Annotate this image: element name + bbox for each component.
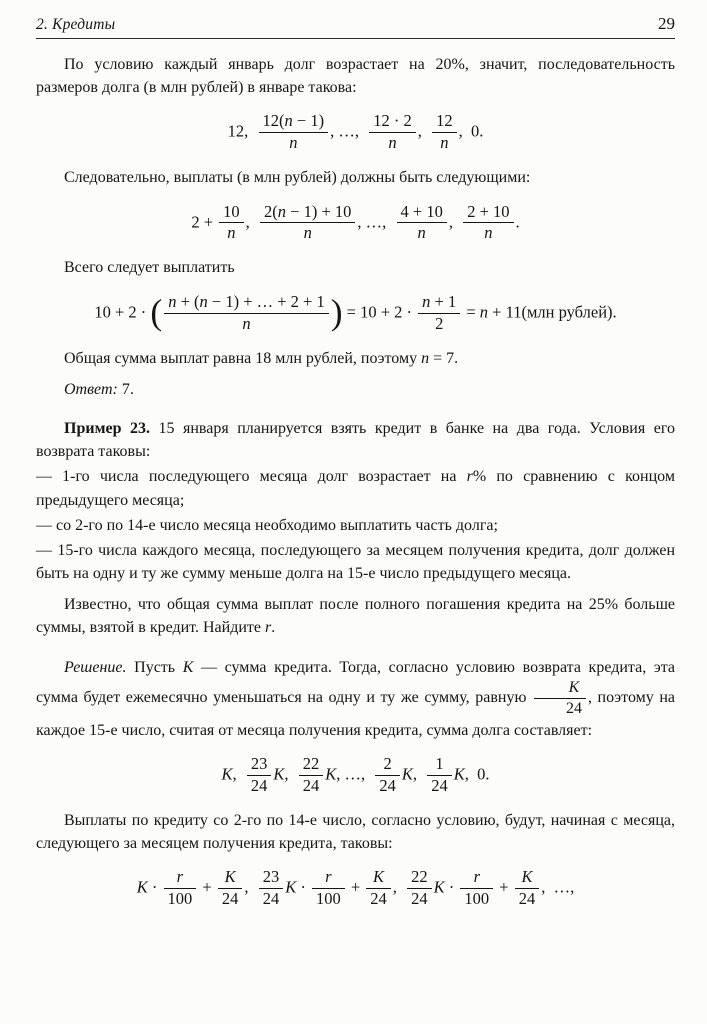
fraction xyxy=(375,755,400,796)
math-variable: K xyxy=(224,867,236,887)
math-text: 2( xyxy=(264,201,278,221)
fraction xyxy=(460,868,493,909)
math-text: + ( xyxy=(176,291,200,311)
condition-2: — со 2-го по 14-е число месяца необходимо выплатить часть долга; xyxy=(36,516,498,534)
math-text: · xyxy=(147,877,162,897)
denominator xyxy=(219,223,244,243)
fraction xyxy=(366,868,391,909)
math-text: % по сравнению с концом предыдущего месяца; xyxy=(36,468,675,509)
math-text: = 7. xyxy=(429,349,459,367)
denominator: 24 xyxy=(262,889,280,909)
paragraph-total-result xyxy=(36,347,675,370)
math-text: , xyxy=(448,211,462,231)
numerator: 12 · 2 xyxy=(369,112,416,133)
formula-monthly-payments xyxy=(36,868,675,909)
page-header xyxy=(36,14,675,39)
math-variable: n xyxy=(284,111,293,131)
math-variable: n xyxy=(388,133,397,153)
math-text: , …, xyxy=(357,211,395,231)
denominator: 100 xyxy=(167,889,193,909)
paragraph-debt-growth: По условию каждый январь долг возрастает на 20%, значит, последовательность размеров долга (в млн рублей) в январе такова: xyxy=(36,56,675,97)
math-variable: K xyxy=(182,658,194,676)
math-variable: K xyxy=(521,867,533,887)
math-text: , xyxy=(412,764,426,784)
numerator xyxy=(418,293,460,314)
example-23-label: Пример 23. xyxy=(64,419,150,437)
numerator: 2 xyxy=(375,755,400,776)
fraction xyxy=(418,293,460,334)
numerator xyxy=(460,868,493,889)
math-variable: n xyxy=(227,223,236,243)
denominator xyxy=(164,314,329,334)
solution-text xyxy=(36,659,675,739)
formula-payments-sequence xyxy=(36,203,675,244)
condition-3: — 15-го числа каждого месяца, последующего за месяцем получения кредита, долг должен быть на одну и ту же сумму меньше долга на 15-е число предыдущего месяца. xyxy=(36,541,675,583)
math-variable: n xyxy=(242,313,251,333)
denominator: 2 xyxy=(435,313,444,333)
fraction xyxy=(164,868,197,909)
fraction xyxy=(299,755,324,796)
fraction xyxy=(312,868,345,909)
math-text: , …, xyxy=(541,877,575,897)
math-text: , …, xyxy=(330,121,368,141)
math-text: 12, xyxy=(227,121,257,141)
numerator xyxy=(218,868,243,889)
answer-label: Ответ: xyxy=(64,380,118,398)
math-text: · xyxy=(444,877,459,897)
denominator xyxy=(463,223,513,243)
math-variable: K xyxy=(453,764,465,784)
denominator xyxy=(259,133,329,153)
math-text: , xyxy=(284,764,297,784)
math-text: , xyxy=(232,764,245,784)
solution-paragraph xyxy=(36,656,675,742)
numerator: 2 + 10 xyxy=(463,203,513,224)
math-text: , поэтому на каждое 15-е число, считая от месяца получения кредита, сумма долга составляет: xyxy=(36,689,676,739)
math-variable: n xyxy=(277,201,287,221)
denominator xyxy=(369,133,416,153)
denominator: 24 xyxy=(250,775,268,795)
answer-line xyxy=(36,378,675,401)
example-23-paragraph xyxy=(36,417,675,463)
math-text: , 0. xyxy=(458,121,484,141)
math-text: · xyxy=(296,877,310,897)
denominator: 24 xyxy=(379,775,396,795)
math-variable: K xyxy=(568,678,580,696)
math-text: − 1) + … + 2 + 1 xyxy=(207,291,325,311)
big-paren: ) xyxy=(330,292,343,333)
formula-total-payment xyxy=(36,293,675,334)
paragraph-known-condition xyxy=(36,593,675,639)
math-text: + xyxy=(495,877,513,897)
fraction xyxy=(427,755,452,796)
denominator: 24 xyxy=(431,775,448,795)
numerator: 10 xyxy=(219,203,244,224)
denominator: 100 xyxy=(464,889,490,909)
fraction xyxy=(463,203,513,244)
math-text: , xyxy=(244,877,257,897)
math-text: , …, xyxy=(336,764,374,784)
math-variable: n xyxy=(289,133,298,153)
numerator xyxy=(259,112,329,133)
fraction xyxy=(247,755,272,796)
numerator: 4 + 10 xyxy=(397,203,447,224)
math-variable: K xyxy=(325,764,337,784)
denominator xyxy=(260,223,355,243)
math-text: = xyxy=(462,301,480,321)
math-text: = 10 + 2 · xyxy=(342,301,417,321)
math-text: Пусть xyxy=(126,658,183,676)
math-variable: K xyxy=(401,764,413,784)
page-number: 29 xyxy=(658,14,675,33)
numerator: 22 xyxy=(407,868,432,889)
math-variable: r xyxy=(466,468,473,486)
math-text: , 0. xyxy=(464,764,490,784)
fraction xyxy=(515,868,540,909)
math-variable: n xyxy=(484,223,493,243)
math-variable: K xyxy=(136,877,148,897)
section-title: 2. Кредиты xyxy=(36,16,116,33)
math-variable: n xyxy=(417,223,426,243)
denominator xyxy=(397,223,447,243)
formula-debt-by-month xyxy=(36,755,675,796)
fraction xyxy=(397,203,447,244)
answer-value: 7. xyxy=(117,380,134,398)
numerator xyxy=(312,868,345,889)
math-variable: K xyxy=(433,877,445,897)
math-variable: n xyxy=(199,291,208,311)
denominator: 24 xyxy=(302,775,320,795)
paragraph-total-intro: Всего следует выплатить xyxy=(64,259,235,277)
math-text: − 1) xyxy=(292,111,325,131)
math-variable: n xyxy=(422,291,431,311)
math-text: 10 + 2 · xyxy=(94,301,151,321)
condition-1 xyxy=(36,465,675,511)
math-text: — сумма кредита. Тогда, согласно условию возврата кредита, эта сумма будет ежемесячно уменьшаться на одну и ту же сумму, равную xyxy=(36,658,675,707)
numerator: 23 xyxy=(247,755,272,776)
math-text: 2 + xyxy=(191,211,218,231)
numerator: 12 xyxy=(432,112,457,133)
denominator: 100 xyxy=(315,889,341,909)
math-variable: n xyxy=(440,133,449,153)
denominator: 24 xyxy=(221,889,239,909)
numerator xyxy=(534,679,586,699)
numerator xyxy=(515,868,540,889)
numerator xyxy=(164,868,197,889)
math-variable: n xyxy=(479,301,489,321)
math-variable: n xyxy=(421,349,430,367)
fraction xyxy=(259,112,329,153)
math-text: + 1 xyxy=(430,291,457,311)
math-variable: r xyxy=(325,867,332,887)
math-text: , xyxy=(417,121,431,141)
fraction xyxy=(534,679,586,719)
numerator: 23 xyxy=(259,868,284,889)
math-variable: K xyxy=(221,764,233,784)
math-text: + 11(млн рублей). xyxy=(488,301,617,321)
fraction xyxy=(407,868,432,909)
math-variable: r xyxy=(473,867,480,887)
paragraph-payments-description: Выплаты по кредиту со 2-го по 14-е число, согласно условию, будут, начиная с месяца, следующего за месяцем получения кредита, таковы: xyxy=(36,811,675,852)
math-text: . xyxy=(271,619,276,637)
numerator xyxy=(164,293,329,314)
example-23-text: 15 января планируется взять кредит в банке на два года. Условия его возврата таковы: xyxy=(36,419,675,461)
math-text: + xyxy=(346,877,365,897)
formula-debt-sequence xyxy=(36,112,675,153)
math-variable: r xyxy=(176,867,184,887)
math-text: , xyxy=(245,211,259,231)
denominator: 24 xyxy=(411,889,428,909)
fraction xyxy=(369,112,416,153)
math-text: − 1) + 10 xyxy=(286,201,352,221)
denominator: 24 xyxy=(518,889,536,909)
math-variable: K xyxy=(285,877,297,897)
math-variable: n xyxy=(303,223,312,243)
denominator xyxy=(432,133,457,153)
fraction xyxy=(259,868,284,909)
fraction xyxy=(218,868,243,909)
math-variable: K xyxy=(373,867,385,887)
math-text: Известно, что общая сумма выплат после полного погашения кредита на 25% больше суммы, взятой в кредит. Найдите xyxy=(36,596,675,637)
math-text: + xyxy=(198,877,216,897)
fraction xyxy=(164,293,329,334)
math-text: , xyxy=(392,877,406,897)
numerator xyxy=(366,868,391,889)
big-paren: ( xyxy=(150,292,163,333)
denominator: 24 xyxy=(370,889,387,909)
math-variable: r xyxy=(264,619,272,637)
math-text: Общая сумма выплат равна 18 млн рублей, поэтому xyxy=(64,349,422,367)
numerator: 1 xyxy=(427,755,452,776)
denominator: 24 xyxy=(565,700,582,718)
fraction xyxy=(260,203,355,244)
numerator xyxy=(260,203,355,224)
solution-label: Решение. xyxy=(64,658,127,676)
math-variable: n xyxy=(168,291,177,311)
math-text: — 1-го числа последующего месяца долг возрастает на xyxy=(36,468,467,486)
math-text: 12( xyxy=(262,111,285,131)
fraction xyxy=(219,203,244,244)
math-variable: K xyxy=(273,764,285,784)
numerator: 22 xyxy=(299,755,324,776)
fraction xyxy=(432,112,457,153)
math-text: . xyxy=(515,211,520,231)
paragraph-payments-intro: Следовательно, выплаты (в млн рублей) должны быть следующими: xyxy=(64,169,531,187)
